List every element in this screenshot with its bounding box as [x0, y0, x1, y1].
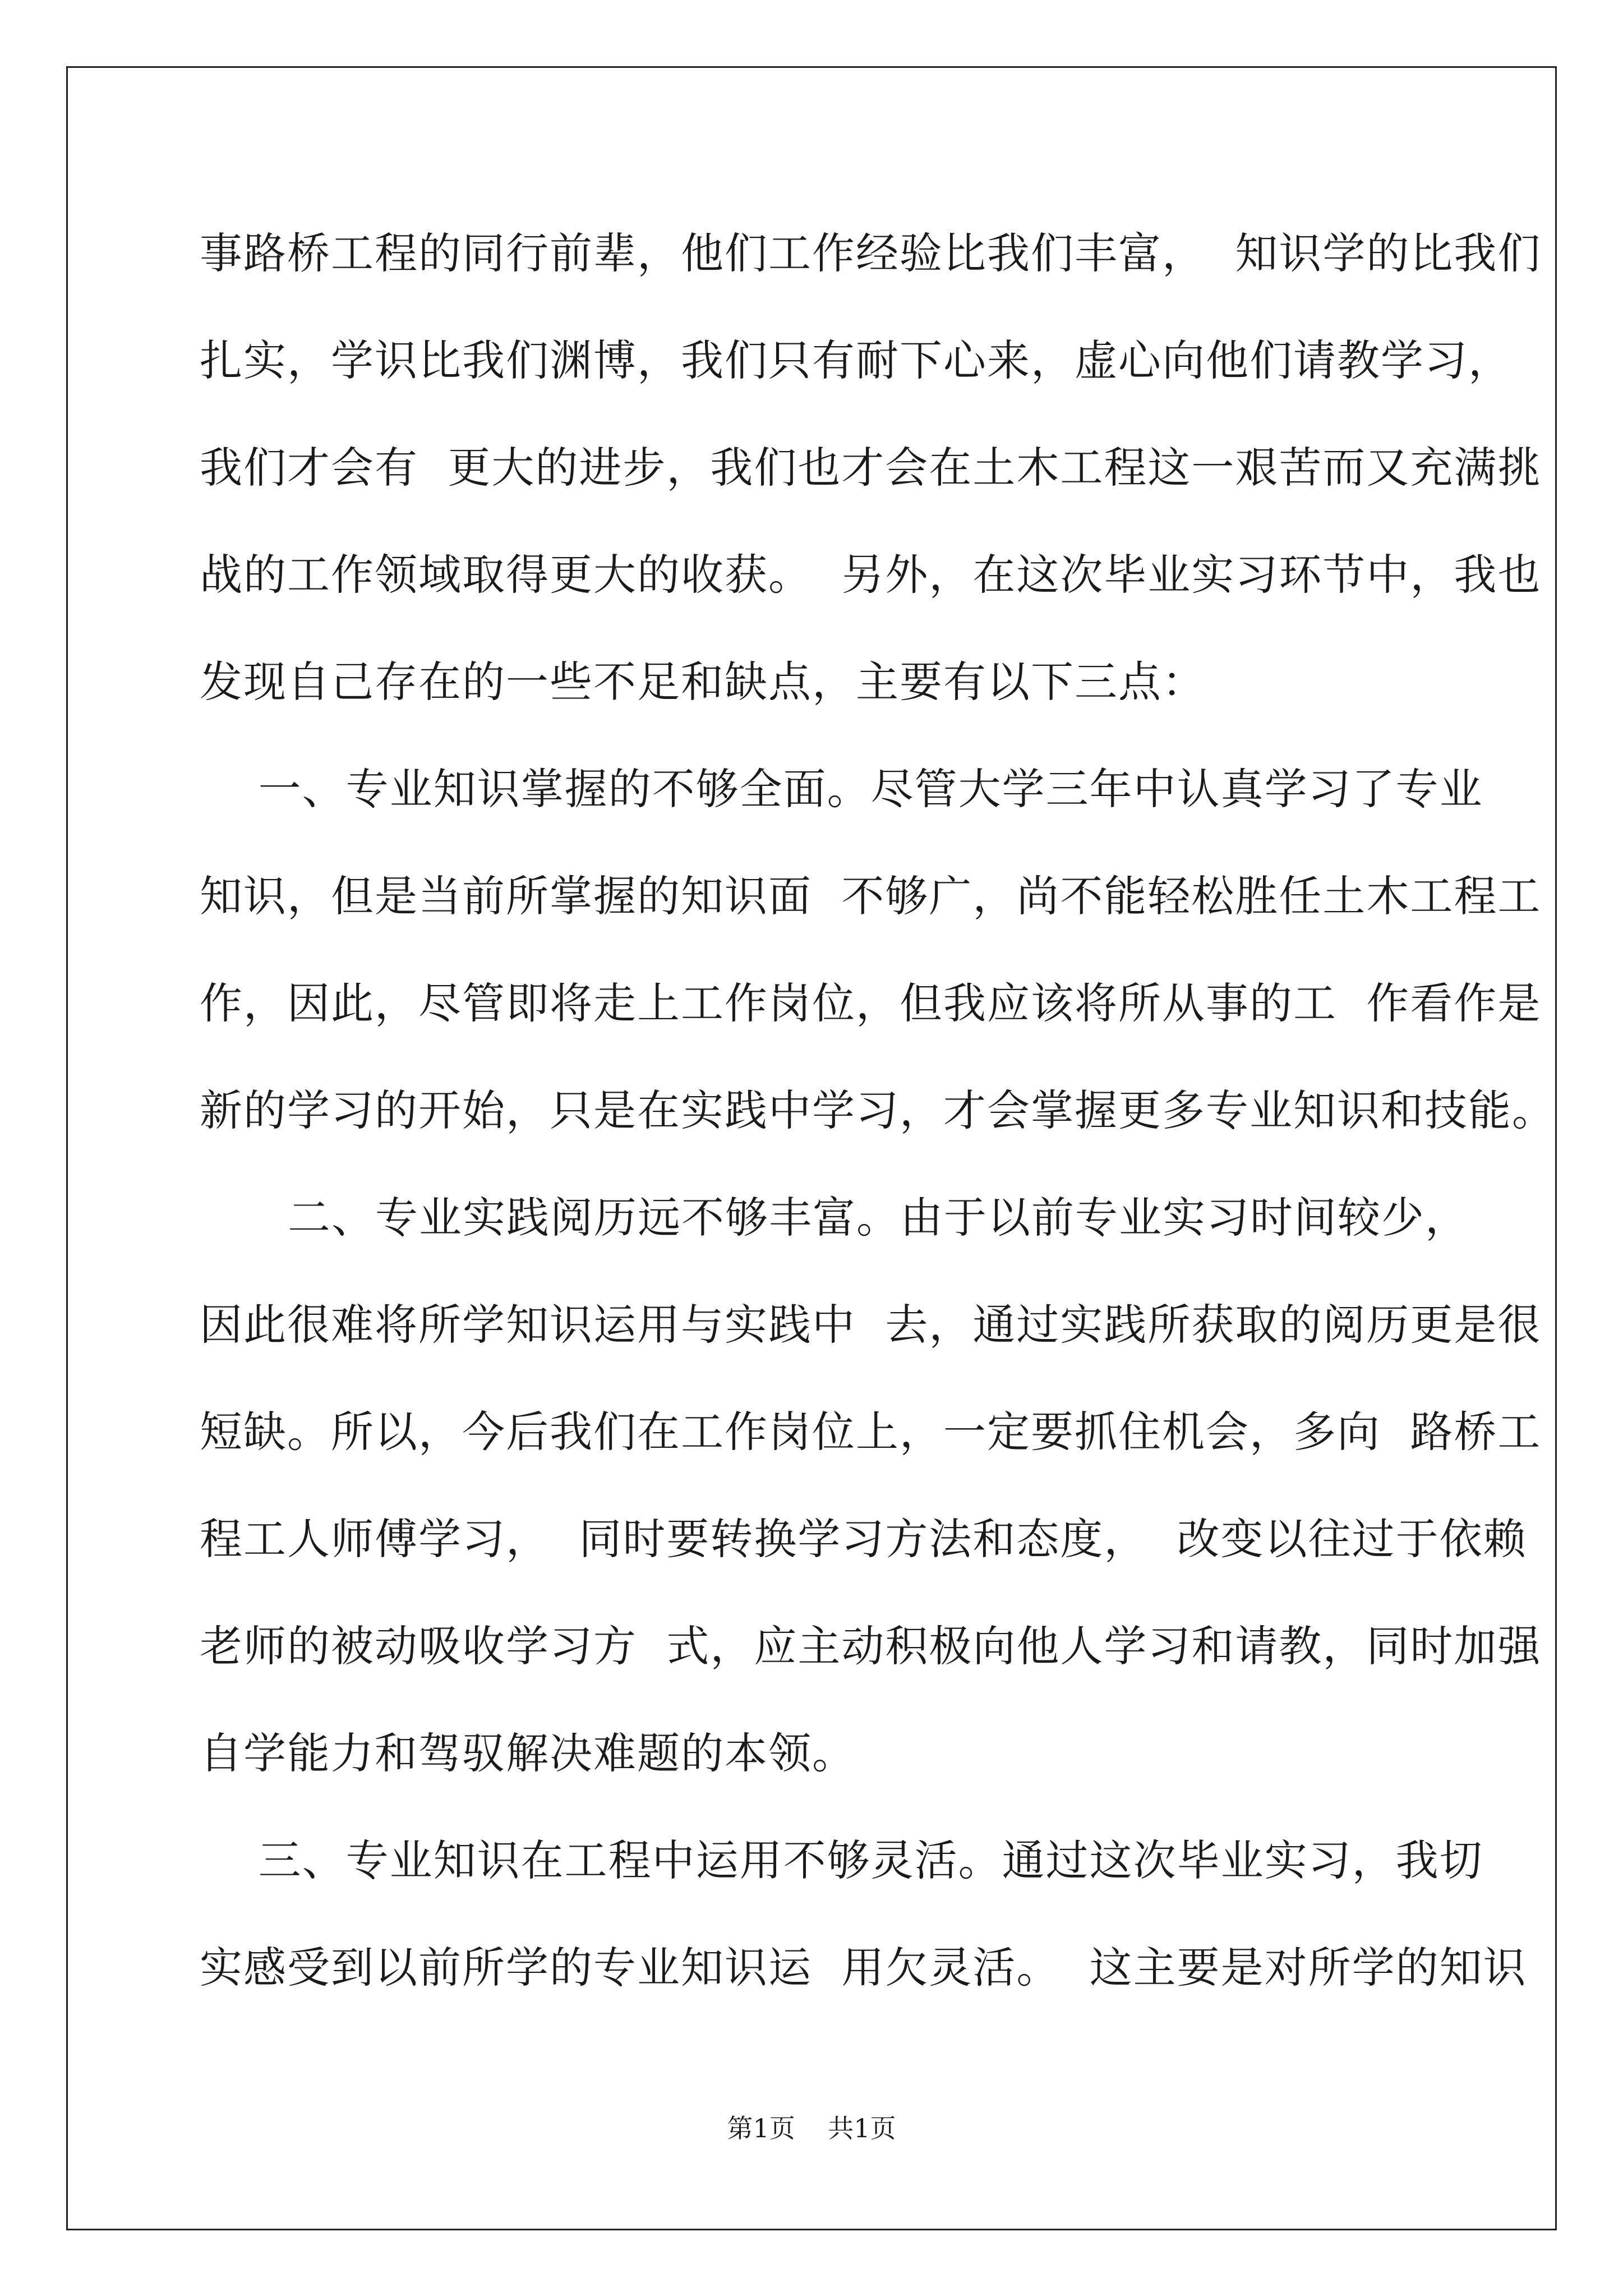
text-line: 自学能力和驾驭解决难题的本领。 — [200, 1728, 856, 1778]
text-line: 短缺。所以，今后我们在工作岗位上，一定要抓住机会，多向 路桥工 — [200, 1407, 1542, 1457]
text-line: 一、专业知识掌握的不够全面。尽管大学三年中认真学习了专业 — [200, 764, 1483, 814]
text-line: 事路桥工程的同行前辈，他们工作经验比我们丰富， 知识学的比我们 — [200, 228, 1542, 278]
text-line: 老师的被动吸收学习方 式，应主动积极向他人学习和请教，同时加强 — [200, 1621, 1542, 1671]
text-line: 实感受到以前所学的专业知识运 用欠灵活。 这主要是对所学的知识 — [200, 1943, 1527, 1993]
text-line: 因此很难将所学知识运用与实践中 去，通过实践所获取的阅历更是很 — [200, 1300, 1542, 1350]
text-line: 作，因此，尽管即将走上工作岗位，但我应该将所从事的工 作看作是 — [200, 978, 1542, 1028]
text-line: 三、专业知识在工程中运用不够灵活。通过这次毕业实习，我切 — [200, 1835, 1483, 1885]
text-line: 发现自己存在的一些不足和缺点，主要有以下三点： — [200, 657, 1206, 707]
text-line: 战的工作领域取得更大的收获。 另外，在这次毕业实习环节中，我也 — [200, 550, 1542, 600]
text-line: 我们才会有 更大的进步，我们也才会在土木工程这一艰苦而又充满挑 — [200, 443, 1542, 493]
text-line: 程工人师傅学习， 同时要转换学习方法和态度， 改变以往过于依赖 — [200, 1514, 1527, 1564]
text-line: 二、专业实践阅历远不够丰富。由于以前专业实习时间较少， — [200, 1193, 1469, 1243]
document-body — [200, 209, 1556, 2030]
text-line: 扎实，学识比我们渊博，我们只有耐下心来，虚心向他们请教学习， — [200, 335, 1512, 385]
text-line: 新的学习的开始，只是在实践中学习，才会掌握更多专业知识和技能。 — [200, 1085, 1556, 1135]
text-line: 知识，但是当前所掌握的知识面 不够广，尚不能轻松胜任土木工程工 — [200, 871, 1542, 921]
page-number-footer: 第1页 共1页 — [727, 2113, 896, 2143]
